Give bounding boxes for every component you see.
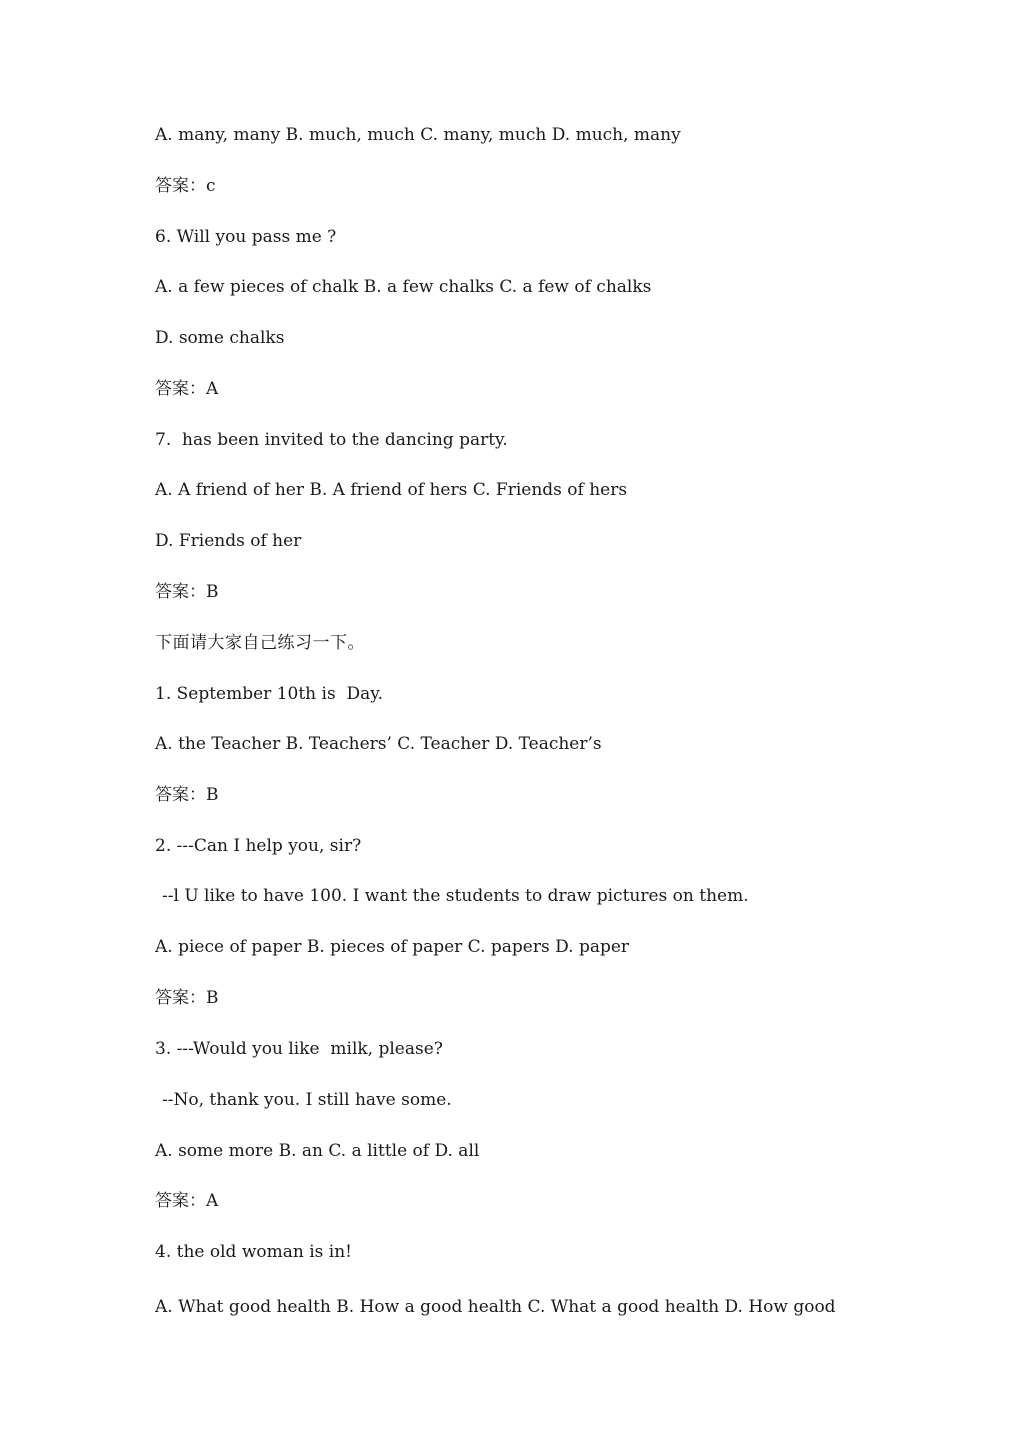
q6-options-abc: A. a few pieces of chalk B. a few chalks C. a few of chalks: [155, 277, 652, 297]
p4-question: 4. the old woman is in!: [155, 1242, 353, 1262]
p2-options: A. piece of paper B. pieces of paper C. papers D. paper: [155, 937, 630, 957]
q5-options: A. many, many B. much, much C. many, much D. much, many: [155, 125, 681, 145]
p4-options: A. What good health B. How a good health C. What a good health D. How good: [155, 1297, 836, 1317]
q6-question: 6. Will you pass me ?: [155, 227, 337, 247]
p1-answer: 答案：B: [155, 785, 219, 805]
p2-question: 2. ---Can I help you, sir?: [155, 836, 362, 856]
p3-question: 3. ---Would you like milk, please?: [155, 1039, 443, 1059]
q7-option-d: D. Friends of her: [155, 531, 302, 551]
p1-options: A. the Teacher B. Teachers’ C. Teacher D. Teacher’s: [155, 734, 602, 754]
q7-answer: 答案：B: [155, 582, 219, 602]
p3-answer: 答案：A: [155, 1191, 219, 1211]
p2-reply: --l U like to have 100. I want the students to draw pictures on them.: [162, 886, 749, 906]
q6-answer: 答案：A: [155, 379, 219, 399]
p3-options: A. some more B. an C. a little of D. all: [155, 1141, 480, 1161]
p2-answer: 答案：B: [155, 988, 219, 1008]
p1-question: 1. September 10th is Day.: [155, 684, 383, 704]
practice-heading: 下面请大家自己练习一下。: [155, 633, 365, 653]
q7-question: 7. has been invited to the dancing party.: [155, 430, 508, 450]
q7-options-abc: A. A friend of her B. A friend of hers C. Friends of hers: [155, 480, 628, 500]
q5-answer: 答案：c: [155, 176, 216, 196]
p3-reply: --No, thank you. I still have some.: [162, 1090, 452, 1110]
q6-option-d: D. some chalks: [155, 328, 285, 348]
